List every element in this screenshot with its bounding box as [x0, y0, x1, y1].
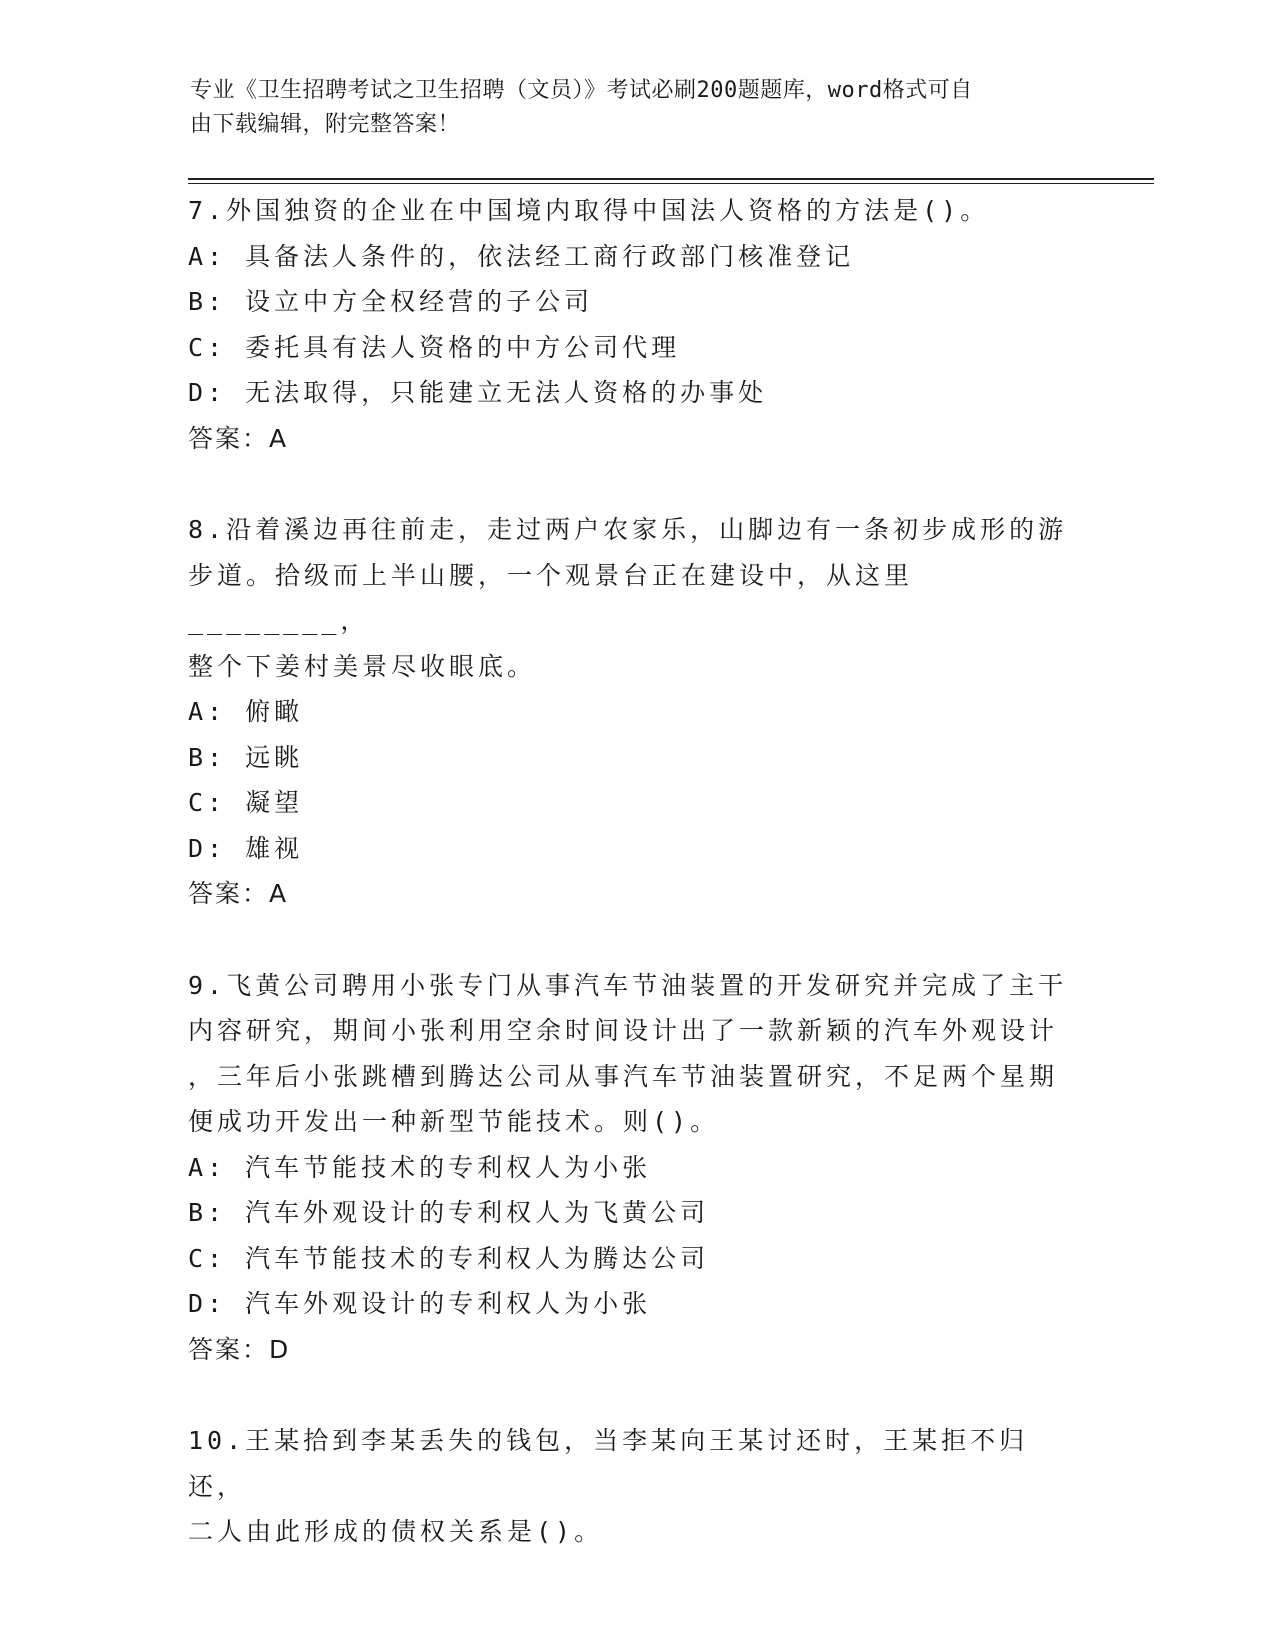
option-d: D: 汽车外观设计的专利权人为小张 [188, 1289, 652, 1318]
question-text: ，三年后小张跳槽到腾达公司从事汽车节油装置研究，不足两个星期 [188, 1061, 1059, 1091]
option-b: B: 远眺 [188, 742, 304, 772]
answer-label: 答案：A [188, 879, 289, 908]
option-b: B: 汽车外观设计的专利权人为飞黄公司 [188, 1198, 710, 1227]
question-7 [188, 188, 1068, 461]
header-divider-thick [188, 178, 1154, 180]
header-line-1: 专业《卫生招聘考试之卫生招聘（文员）》考试必刷200题题库，word格式可自 [190, 78, 973, 103]
question-text: 8.沿着溪边再往前走，走过两户农家乐，山脚边有一条初步成形的游 [188, 515, 1068, 544]
option-a: A: 具备法人条件的，依法经工商行政部门核准登记 [188, 241, 855, 271]
option-a: A: 俯瞰 [188, 697, 304, 726]
question-text: 9.飞黄公司聘用小张专门从事汽车节油装置的开发研究并完成了主干 [188, 970, 1068, 1000]
question-text: 10.王某拾到李某丢失的钱包，当李某向王某讨还时，王某拒不归还， [188, 1426, 1029, 1501]
option-c: C: 凝望 [188, 788, 304, 817]
question-text: 步道。拾级而上半山腰，一个观景台正在建设中，从这里________， [188, 560, 914, 635]
header-divider-thin [188, 183, 1154, 184]
option-c: C: 委托具有法人资格的中方公司代理 [188, 332, 681, 362]
question-list [188, 188, 1068, 1555]
option-c: C: 汽车节能技术的专利权人为腾达公司 [188, 1243, 710, 1273]
question-text: 二人由此形成的债权关系是()。 [188, 1517, 604, 1546]
question-text: 便成功开发出一种新型节能技术。则()。 [188, 1107, 720, 1136]
answer-label: 答案：A [188, 423, 289, 453]
option-d: D: 雄视 [188, 833, 304, 863]
question-text: 整个下姜村美景尽收眼底。 [188, 651, 537, 681]
document-header [190, 74, 1070, 142]
option-a: A: 汽车节能技术的专利权人为小张 [188, 1152, 652, 1182]
option-d: D: 无法取得，只能建立无法人资格的办事处 [188, 378, 768, 407]
header-line-2: 由下载编辑，附完整答案！ [190, 112, 461, 137]
option-b: B: 设立中方全权经营的子公司 [188, 287, 594, 316]
question-8 [188, 507, 1068, 917]
question-9 [188, 963, 1068, 1373]
question-10 [188, 1418, 1068, 1555]
question-text: 内容研究，期间小张利用空余时间设计出了一款新颖的汽车外观设计 [188, 1016, 1059, 1045]
question-text: 7.外国独资的企业在中国境内取得中国法人资格的方法是()。 [188, 196, 990, 225]
answer-label: 答案：D [188, 1334, 291, 1364]
